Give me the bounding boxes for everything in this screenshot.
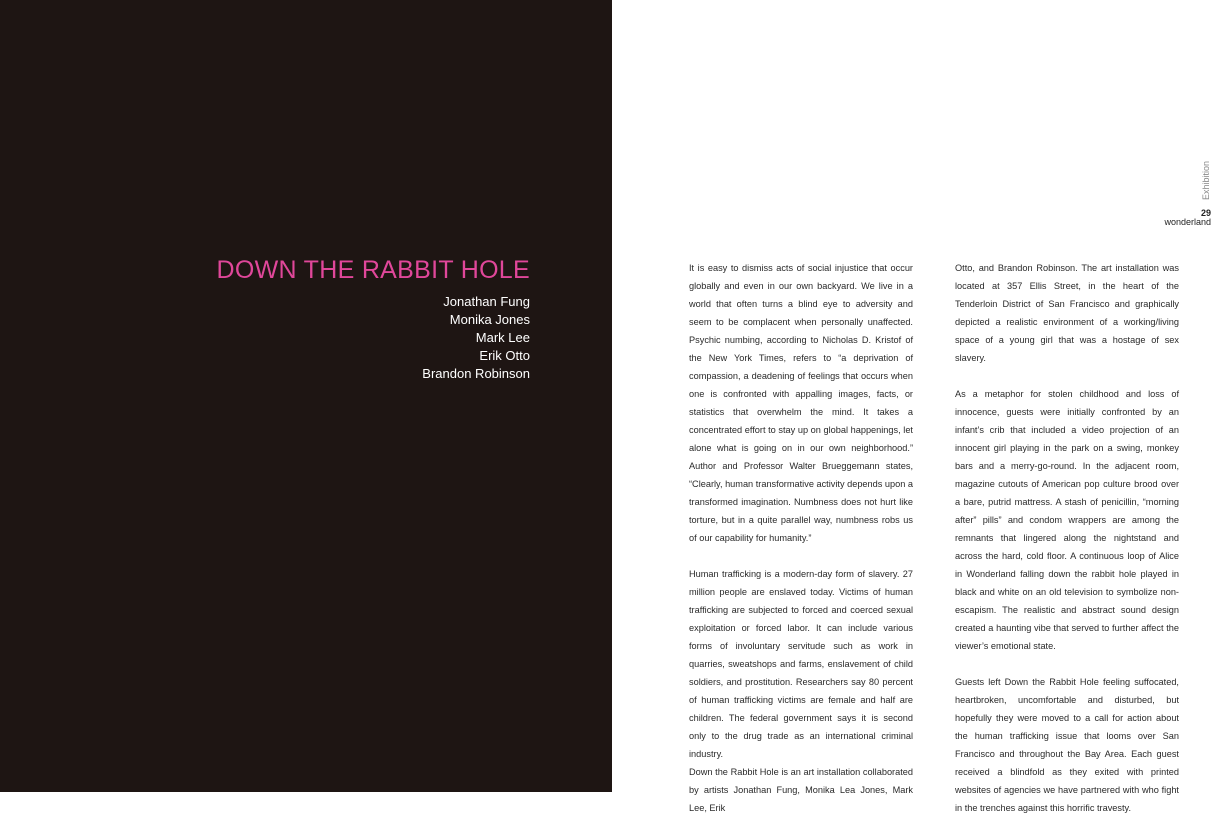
article-column-2 — [955, 259, 1179, 817]
artist-name: Brandon Robinson — [422, 366, 530, 381]
article-paragraph: Guests left Down the Rabbit Hole feeling suffocated, heartbroken, uncomfortable and disturbed, but hopefully they were moved to a call for action about the human trafficking issue that looms over San Francisco and throughout the Bay Area. Each guest received a blindfold as they exited with printed websites of agencies we have partnered with who fight in the trenches against this horrific travesty. — [955, 677, 1179, 813]
artist-name: Erik Otto — [479, 348, 530, 363]
article-title: DOWN THE RABBIT HOLE — [216, 256, 530, 284]
magazine-name: wonderland — [1164, 217, 1211, 227]
artist-name: Mark Lee — [475, 330, 530, 345]
article-paragraph: Down the Rabbit Hole is an art installation collaborated by artists Jonathan Fung, Monika Lea Jones, Mark Lee, Erik — [689, 767, 913, 813]
artist-name: Jonathan Fung — [443, 294, 530, 309]
article-paragraph: It is easy to dismiss acts of social injustice that occur globally and even in our own backyard. We live in a world that often turns a blind eye to adversity and seem to be complacent when personally unaffected. Psychic numbing, according to Nicholas D. Kristof of the New York Times, refers to “a deprivation of compassion, a deadening of feelings that occurs when one is confronted with appalling images, facts, or statistics that overwhelm the mind. It takes a concentrated effort to stay up on global happenings, let alone what is going on in our own neighborhood.” Author and Professor Walter Brueggemann states, “Clearly, human transformative activity depends upon a transformed imagination. Numbness does not hurt like torture, but in a quite parallel way, numbness robs us of our capability for humanity.” — [689, 263, 914, 543]
article-column-1 — [689, 259, 913, 817]
article-paragraph: Human trafficking is a modern-day form of slavery. 27 million people are enslaved today. Victims of human trafficking are subjected to forced and coerced sexual exploitation or forced labor. It can include various forms of involuntary servitude such as work in quarries, sweatshops and farms, enslavement of child soldiers, and prostitution. Researchers say 80 percent of human trafficking victims are female and half are children. The federal government says it is second only to the drug trade as an international criminal industry. — [689, 569, 913, 759]
artist-name: Monika Jones — [449, 312, 530, 327]
page-number: 29 — [1200, 208, 1211, 218]
article-paragraph: Otto, and Brandon Robinson. The art installation was located at 357 Ellis Street, in the heart of the Tenderloin District of San Francisco and graphically depicted a realistic environment of a working/living space of a young girl that was a hostage of sex slavery. — [955, 263, 1179, 363]
section-label: Exhibition — [1201, 160, 1211, 200]
left-page — [0, 0, 612, 792]
artist-list — [422, 293, 530, 383]
article-paragraph: As a metaphor for stolen childhood and loss of innocence, guests were initially confronted by an infant’s crib that included a video projection of an innocent girl playing in the park on a swing, monkey bars and a merry-go-round. In the adjacent room, magazine cutouts of American pop culture brood over a bare, putrid mattress. A stash of penicillin, “morning after” pills” and condom wrappers are among the remnants that lingered along the nightstand and across the hard, cold floor. A continuous loop of Alice in Wonderland falling down the rabbit hole played in black and white on an old television to symbolize non-escapism. The realistic and abstract sound design created a haunting vibe that served to further affect the viewer’s emotional state. — [955, 389, 1179, 651]
